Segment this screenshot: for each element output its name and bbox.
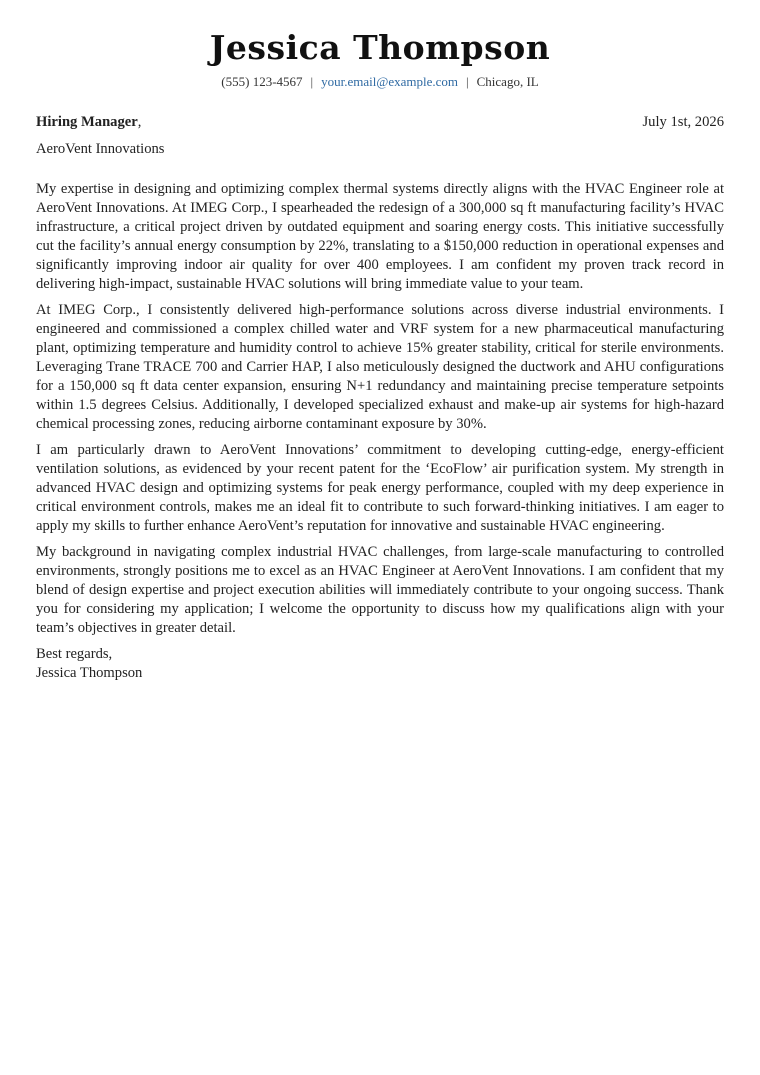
closing-salutation: Best regards,: [36, 646, 113, 662]
applicant-name: Jessica Thompson: [209, 28, 551, 67]
recipient-line: [36, 113, 141, 132]
recipient-title-comma: ,: [137, 114, 142, 130]
letter-body: [36, 180, 724, 638]
recipient-company: AeroVent Innovations: [36, 141, 165, 157]
body-paragraph: I am particularly drawn to AeroVent Innovations’ commitment to developing cutting-edge, energy-efficient ventilation solutions, as evidenced by your recent patent for the ‘EcoFlow’ air purification system. My strength in advanced HVAC design and optimizing systems for peak energy performance, coupled with my deep experience in critical environment controls, makes me an ideal fit to contribute to such forward-thinking initiatives. I am eager to apply my skills to further enhance AeroVent’s reputation for innovative and sustainable HVAC engineering.: [36, 442, 724, 534]
contact-separator: |: [466, 74, 469, 89]
contact-separator: |: [310, 74, 314, 89]
body-paragraph: My background in navigating complex industrial HVAC challenges, from large-scale manufacturing to controlled environments, strongly positions me to excel as an HVAC Engineer at AeroVent Innovations. I am confident that my blend of design expertise and project execution abilities will immediately contribute to your ongoing success. Thank you for considering my application; I welcome the opportunity to discuss how my qualifications align with your team’s objectives in greater detail.: [36, 544, 724, 636]
email-link[interactable]: your.email@example.com: [321, 74, 459, 89]
contact-line: [36, 73, 724, 91]
recipient-title: Hiring Manager: [36, 114, 138, 130]
location: Chicago, IL: [476, 74, 539, 89]
body-paragraph: At IMEG Corp., I consistently delivered high-performance solutions across diverse industrial environments. I engineered and commissioned a complex chilled water and VRF system for a new pharmaceutical manufacturing plant, optimizing temperature and humidity control to achieve 15% greater stability, critical for sterile environments. Leveraging Trane TRACE 700 and Carrier HAP, I also meticulously designed the ductwork and AHU configurations for a 150,000 sq ft data center expansion, ensuring N+1 redundancy and maintaining precise temperature setpoints within 1.5 degrees Celsius. Additionally, I developed specialized exhaust and make-up air systems for high-hazard chemical processing zones, reducing airborne contaminant exposure by 30%.: [36, 302, 724, 432]
body-paragraph: My expertise in designing and optimizing complex thermal systems directly aligns with the HVAC Engineer role at AeroVent Innovations. At IMEG Corp., I spearheaded the redesign of a 300,000 sq ft manufacturing facility’s HVAC infrastructure, a critical project driven by outdated equipment and soaring energy costs. This initiative successfully cut the facility’s annual energy consumption by 22%, translating to a $150,000 reduction in operational expenses and significantly improving indoor air quality for over 400 employees. I am confident my proven track record in delivering high-impact, sustainable HVAC solutions will bring immediate value to your team.: [36, 181, 724, 292]
letter-closing: [36, 645, 724, 683]
recipient-date-row: [36, 113, 724, 132]
letter-date: July 1st, 2026: [642, 114, 724, 130]
phone-number: (555) 123-4567: [221, 74, 303, 89]
signature-name: Jessica Thompson: [36, 665, 143, 681]
